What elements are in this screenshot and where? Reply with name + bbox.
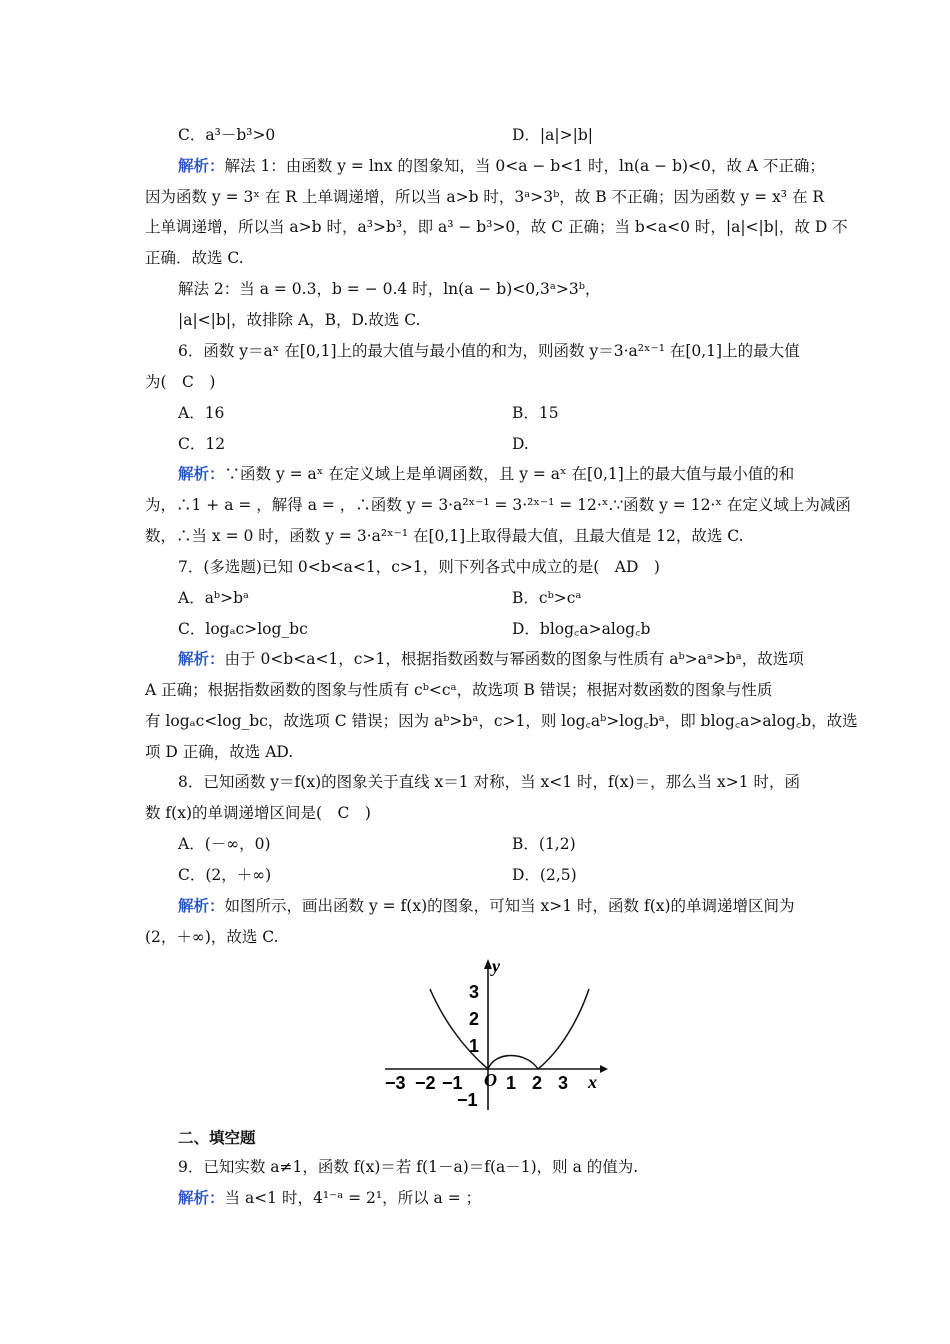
- text-line: [145, 187, 825, 207]
- line-text: 8．已知函数 y＝f(x)的图象关于直线 x＝1 对称，当 x<1 时，f(x)＝，那么当 x>1 时，函: [178, 773, 801, 791]
- x-tick-label: 3: [558, 1073, 569, 1093]
- analysis-label: 解析：: [178, 896, 225, 915]
- y-axis-label: y: [492, 956, 500, 976]
- analysis-label: 解析：: [178, 464, 225, 483]
- text-line: [178, 896, 843, 916]
- analysis-label: 解析：: [178, 156, 225, 175]
- text-line: [145, 927, 810, 947]
- line-text: 当 a<1 时，4¹⁻ᵃ = 2¹，所以 a = ；: [224, 1189, 482, 1207]
- line-text: 为( C ): [145, 373, 216, 391]
- option-right-column: D．(2,5): [512, 866, 577, 884]
- line-text: C．(2，＋∞): [178, 866, 272, 884]
- line-text: A 正确；根据指数函数的图象与性质有 cᵇ<cᵃ，故选项 B 错误；根据对数函数的图象与性质: [145, 681, 773, 699]
- line-text: 因为函数 y = 3ˣ 在 R 上单调递增，所以当 a>b 时，3ᵃ>3ᵇ，故 B 不正确；因为函数 y = x³ 在 R: [145, 188, 825, 206]
- text-line: [178, 125, 843, 145]
- line-text: 数 f(x)的单调递增区间是( C ): [145, 804, 371, 822]
- text-line: [178, 403, 843, 423]
- text-line: [145, 742, 810, 762]
- text-line: [178, 434, 843, 454]
- x-tick-label: −3: [385, 1073, 406, 1093]
- text-line: [178, 557, 843, 577]
- text-line: [145, 680, 810, 700]
- x-tick-label: 1: [506, 1073, 517, 1093]
- line-text: C．logₐc>log_bc: [178, 620, 308, 638]
- x-axis-label: x: [588, 1072, 597, 1092]
- line-text: 正确．故选 C.: [145, 249, 244, 267]
- line-text: (2，＋∞)，故选 C.: [145, 928, 279, 946]
- origin-label: O: [484, 1070, 497, 1090]
- line-text: 9．已知实数 a≠1，函数 f(x)＝若 f(1－a)＝f(a－1)，则 a 的值为.: [178, 1158, 639, 1176]
- text-line: [178, 865, 843, 885]
- line-text: A．aᵇ>bᵃ: [178, 589, 250, 607]
- line-text: A．(－∞，0): [178, 835, 271, 853]
- line-text: 为，∴1 + a = ，解得 a = ，∴函数 y = 3·a²ˣ⁻¹ = 3·²ˣ⁻¹ = 12·ˣ.∵函数 y = 12·ˣ 在定义域上为减函: [145, 496, 851, 514]
- line-text: 解法 1：由函数 y = lnx 的图象知，当 0<a − b<1 时，ln(a − b)<0，故 A 不正确；: [224, 157, 825, 175]
- text-line: [145, 248, 810, 268]
- text-line: [178, 1157, 843, 1177]
- line-text: 6．函数 y＝aˣ 在[0,1]上的最大值与最小值的和为，则函数 y＝3·a²ˣ⁻¹ 在[0,1]上的最大值: [178, 342, 800, 360]
- text-line: [178, 588, 843, 608]
- text-line: [145, 711, 858, 731]
- text-line: [178, 279, 843, 299]
- line-text: ∵函数 y = aˣ 在定义域上是单调函数，且 y = aˣ 在[0,1]上的最大值与最小值的和: [224, 465, 795, 483]
- line-text: |a|<|b|，故排除 A，B，D.故选 C.: [178, 311, 421, 329]
- text-line: [145, 526, 810, 546]
- line-text: 由于 0<b<a<1，c>1，根据指数函数与幂函数的图象与性质有 aᵇ>aᵃ>bᵃ，故选项: [224, 650, 804, 668]
- line-text: 如图所示，画出函数 y = f(x)的图象，可知当 x>1 时，函数 f(x)的单调递增区间为: [224, 897, 795, 915]
- text-line: [145, 803, 810, 823]
- text-line: [178, 310, 843, 330]
- text-line: [145, 217, 848, 237]
- text-line: [178, 1188, 843, 1208]
- text-line: [178, 341, 843, 361]
- analysis-label: 解析：: [178, 649, 225, 668]
- option-right-column: B．cᵇ>cᵃ: [512, 589, 582, 607]
- text-line: [178, 464, 843, 484]
- y-tick-label: −1: [457, 1090, 478, 1110]
- y-axis-arrow: [484, 959, 492, 969]
- text-line: [178, 619, 843, 639]
- line-text: 7．(多选题)已知 0<b<a<1，c>1，则下列各式中成立的是( AD ): [178, 558, 660, 576]
- text-line: [145, 372, 810, 392]
- line-text: 二、填空题: [178, 1128, 256, 1147]
- x-tick-label: −2: [415, 1073, 436, 1093]
- y-tick-label: 1: [469, 1036, 480, 1056]
- text-line: [178, 772, 843, 792]
- text-line: [178, 156, 843, 176]
- line-text: 数，∴当 x = 0 时，函数 y = 3·a²ˣ⁻¹ 在[0,1]上取得最大值，且最大值是 12，故选 C.: [145, 527, 744, 545]
- line-text: C．12: [178, 435, 226, 453]
- y-tick-label: 2: [469, 1009, 480, 1029]
- y-tick-label: 3: [469, 982, 480, 1002]
- option-right-column: D.: [512, 435, 529, 453]
- line-text: C．a³－b³>0: [178, 126, 276, 144]
- function-curve-hump: [488, 1056, 538, 1070]
- text-line: [178, 1128, 843, 1148]
- function-curve-left: [430, 989, 488, 1069]
- line-text: 上单调递增，所以当 a>b 时，a³>b³，即 a³ − b³>0，故 C 正确；当 b<a<0 时，|a|<|b|，故 D 不: [145, 218, 848, 236]
- text-line: [145, 495, 851, 515]
- option-right-column: B．(1,2): [512, 835, 576, 853]
- line-text: 解法 2：当 a = 0.3，b = − 0.4 时，ln(a − b)<0,3ᵃ>3ᵇ，: [178, 280, 601, 298]
- function-curve-right: [538, 989, 589, 1069]
- option-right-column: B．15: [512, 404, 559, 422]
- line-text: A．16: [178, 404, 225, 422]
- line-text: 项 D 正确，故选 AD.: [145, 743, 294, 761]
- x-axis-arrow: [600, 1065, 608, 1073]
- line-text: 有 logₐc<log_bc，故选项 C 错误；因为 aᵇ>bᵃ，c>1，则 log꜀aᵇ>log꜀bᵃ，即 blog꜀a>alog꜀b，故选: [145, 712, 858, 730]
- x-tick-label: −1: [442, 1073, 463, 1093]
- option-right-column: D．blog꜀a>alog꜀b: [512, 620, 651, 638]
- option-right-column: D．|a|>|b|: [512, 126, 593, 144]
- analysis-label: 解析：: [178, 1188, 225, 1207]
- text-line: [178, 649, 843, 669]
- function-graph: [380, 955, 610, 1120]
- text-line: [178, 834, 843, 854]
- x-tick-label: 2: [532, 1073, 543, 1093]
